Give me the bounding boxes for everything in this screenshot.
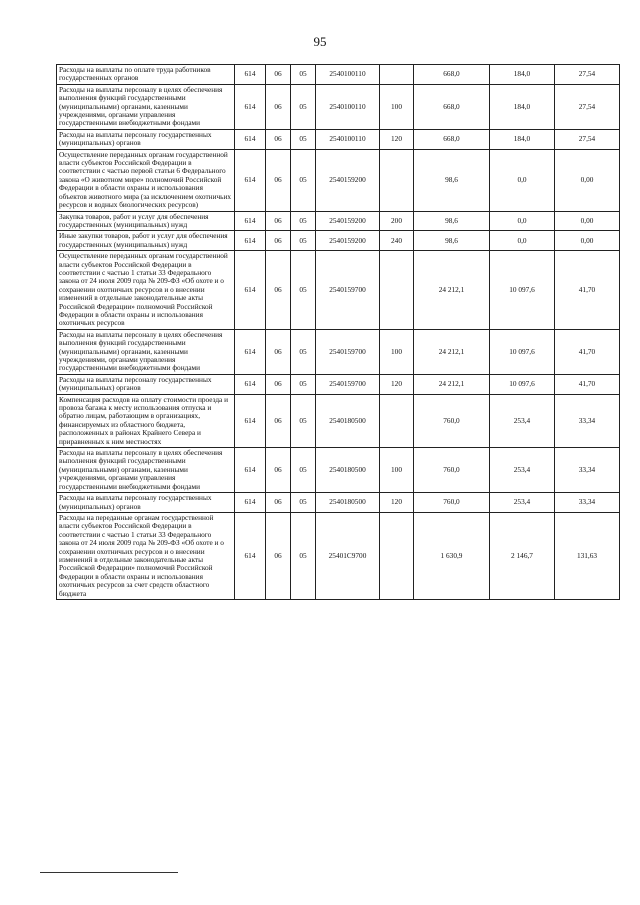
approved-amount: 668,0 [414, 84, 490, 129]
expense-type-code [380, 394, 414, 447]
expense-type-code [380, 65, 414, 85]
page-number: 95 [313, 34, 327, 49]
execution-percent: 0,00 [555, 231, 620, 251]
expense-description: Расходы на выплаты персоналу государственных (муниципальных) органов [57, 374, 235, 394]
subsection-code: 05 [291, 493, 316, 513]
section-code: 06 [266, 493, 291, 513]
kvsr-code: 614 [235, 493, 266, 513]
target-article-code: 2540159200 [316, 149, 380, 211]
approved-amount: 668,0 [414, 65, 490, 85]
expense-type-code: 100 [380, 84, 414, 129]
subsection-code: 05 [291, 512, 316, 599]
execution-percent: 131,63 [555, 512, 620, 599]
execution-percent: 27,54 [555, 129, 620, 149]
kvsr-code: 614 [235, 211, 266, 231]
executed-amount: 0,0 [490, 149, 555, 211]
executed-amount: 253,4 [490, 448, 555, 493]
approved-amount: 668,0 [414, 129, 490, 149]
subsection-code: 05 [291, 374, 316, 394]
subsection-code: 05 [291, 231, 316, 251]
execution-percent: 0,00 [555, 149, 620, 211]
approved-amount: 760,0 [414, 448, 490, 493]
executed-amount: 10 097,6 [490, 329, 555, 374]
table-row [57, 329, 620, 374]
section-code: 06 [266, 149, 291, 211]
kvsr-code: 614 [235, 65, 266, 85]
expense-type-code: 120 [380, 493, 414, 513]
expense-type-code [380, 251, 414, 330]
table-row [57, 394, 620, 447]
kvsr-code: 614 [235, 84, 266, 129]
table-row [57, 251, 620, 330]
section-code: 06 [266, 65, 291, 85]
expense-description: Компенсация расходов на оплату стоимости проезда и провоза багажа к месту использования отпуска и обратно лицам, работающим в организациях, финансируемых из областного бюджета, расположенных в районах Крайнего Севера и приравненных к ним местностях [57, 394, 235, 447]
executed-amount: 253,4 [490, 394, 555, 447]
target-article-code: 2540180500 [316, 448, 380, 493]
kvsr-code: 614 [235, 448, 266, 493]
subsection-code: 05 [291, 211, 316, 231]
expense-type-code: 200 [380, 211, 414, 231]
approved-amount: 760,0 [414, 394, 490, 447]
expense-description: Расходы на выплаты персоналу государственных (муниципальных) органов [57, 129, 235, 149]
expense-description: Расходы на переданные органам государственной власти субъектов Российской Федерации в соответствии с частью 1 статьи 33 Федерального закона от 24 июля 2009 года № 209-ФЗ «Об охоте и о сохранении охотничьих ресурсов и о внесении изменений в отдельные законодательные акты Российской Федерации» полномочий Российской Федерации в области охраны и использования охотничьих ресурсов за счет средств областного бюджета [57, 512, 235, 599]
approved-amount: 1 630,9 [414, 512, 490, 599]
expense-type-code: 100 [380, 329, 414, 374]
target-article-code: 2540159200 [316, 211, 380, 231]
executed-amount: 184,0 [490, 65, 555, 85]
expense-description: Расходы на выплаты персоналу государственных (муниципальных) органов [57, 493, 235, 513]
expense-description: Осуществление переданных органам государственной власти субъектов Российской Федерации в соответствии с частью 1 статьи 33 Федерального закона от 24 июля 2009 года № 209-ФЗ «Об охоте и о сохранении охотничьих ресурсов и о внесении изменений в отдельные законодательные акты Российской Федерации» полномочий Российской Федерации в области охраны и использования охотничьих ресурсов [57, 251, 235, 330]
target-article-code: 2540159200 [316, 231, 380, 251]
expense-description: Расходы на выплаты персоналу в целях обеспечения выполнения функций государственными (муниципальными) органами, казенными учреждениями, органами управления государственными внебюджетными фондами [57, 329, 235, 374]
subsection-code: 05 [291, 84, 316, 129]
section-code: 06 [266, 211, 291, 231]
approved-amount: 24 212,1 [414, 251, 490, 330]
executed-amount: 10 097,6 [490, 374, 555, 394]
approved-amount: 24 212,1 [414, 374, 490, 394]
target-article-code: 2540159700 [316, 374, 380, 394]
subsection-code: 05 [291, 129, 316, 149]
execution-percent: 33,34 [555, 394, 620, 447]
execution-percent: 0,00 [555, 211, 620, 231]
subsection-code: 05 [291, 329, 316, 374]
section-code: 06 [266, 329, 291, 374]
section-code: 06 [266, 374, 291, 394]
approved-amount: 98,6 [414, 149, 490, 211]
target-article-code: 2540159700 [316, 329, 380, 374]
expense-description: Расходы на выплаты персоналу в целях обеспечения выполнения функций государственными (муниципальными) органами, казенными учреждениями, органами управления государственными внебюджетными фондами [57, 84, 235, 129]
section-code: 06 [266, 394, 291, 447]
section-code: 06 [266, 512, 291, 599]
table-row [57, 448, 620, 493]
kvsr-code: 614 [235, 512, 266, 599]
target-article-code: 25401С9700 [316, 512, 380, 599]
subsection-code: 05 [291, 65, 316, 85]
expense-type-code [380, 512, 414, 599]
target-article-code: 2540100110 [316, 84, 380, 129]
subsection-code: 05 [291, 149, 316, 211]
kvsr-code: 614 [235, 149, 266, 211]
executed-amount: 0,0 [490, 231, 555, 251]
subsection-code: 05 [291, 448, 316, 493]
table-row [57, 149, 620, 211]
kvsr-code: 614 [235, 231, 266, 251]
kvsr-code: 614 [235, 374, 266, 394]
expense-type-code [380, 149, 414, 211]
execution-percent: 41,70 [555, 251, 620, 330]
target-article-code: 2540159700 [316, 251, 380, 330]
execution-percent: 33,34 [555, 493, 620, 513]
table-row [57, 129, 620, 149]
table-row [57, 84, 620, 129]
target-article-code: 2540100110 [316, 129, 380, 149]
expense-type-code: 100 [380, 448, 414, 493]
expense-description: Закупка товаров, работ и услуг для обеспечения государственных (муниципальных) нужд [57, 211, 235, 231]
kvsr-code: 614 [235, 329, 266, 374]
section-code: 06 [266, 448, 291, 493]
section-code: 06 [266, 231, 291, 251]
executed-amount: 184,0 [490, 84, 555, 129]
table-row [57, 512, 620, 599]
target-article-code: 2540180500 [316, 394, 380, 447]
executed-amount: 2 146,7 [490, 512, 555, 599]
table-row [57, 211, 620, 231]
expense-type-code: 120 [380, 374, 414, 394]
approved-amount: 98,6 [414, 231, 490, 251]
expense-description: Расходы на выплаты по оплате труда работников государственных органов [57, 65, 235, 85]
expense-type-code: 240 [380, 231, 414, 251]
kvsr-code: 614 [235, 394, 266, 447]
execution-percent: 41,70 [555, 374, 620, 394]
kvsr-code: 614 [235, 251, 266, 330]
expense-description: Осуществление переданных органам государственной власти субъектов Российской Федерации в соответствии с частью первой статьи 6 Федерального закона «О животном мире» полномочий Российской Федерации в области охраны и использования объектов животного мира (за исключением охотничьих ресурсов и водных биологических ресурсов) [57, 149, 235, 211]
expense-description: Расходы на выплаты персоналу в целях обеспечения выполнения функций государственными (муниципальными) органами, казенными учреждениями, органами управления государственными внебюджетными фондами [57, 448, 235, 493]
execution-percent: 27,54 [555, 84, 620, 129]
subsection-code: 05 [291, 251, 316, 330]
execution-percent: 27,54 [555, 65, 620, 85]
section-code: 06 [266, 129, 291, 149]
target-article-code: 2540180500 [316, 493, 380, 513]
subsection-code: 05 [291, 394, 316, 447]
approved-amount: 760,0 [414, 493, 490, 513]
execution-percent: 41,70 [555, 329, 620, 374]
executed-amount: 184,0 [490, 129, 555, 149]
budget-table [56, 64, 620, 600]
section-code: 06 [266, 84, 291, 129]
executed-amount: 0,0 [490, 211, 555, 231]
expense-type-code: 120 [380, 129, 414, 149]
expense-description: Иные закупки товаров, работ и услуг для обеспечения государственных (муниципальных) нужд [57, 231, 235, 251]
executed-amount: 10 097,6 [490, 251, 555, 330]
table-row [57, 493, 620, 513]
table-row [57, 374, 620, 394]
table-row [57, 65, 620, 85]
section-code: 06 [266, 251, 291, 330]
approved-amount: 98,6 [414, 211, 490, 231]
executed-amount: 253,4 [490, 493, 555, 513]
footnote-separator [40, 872, 178, 873]
kvsr-code: 614 [235, 129, 266, 149]
approved-amount: 24 212,1 [414, 329, 490, 374]
table-row [57, 231, 620, 251]
target-article-code: 2540100110 [316, 65, 380, 85]
execution-percent: 33,34 [555, 448, 620, 493]
